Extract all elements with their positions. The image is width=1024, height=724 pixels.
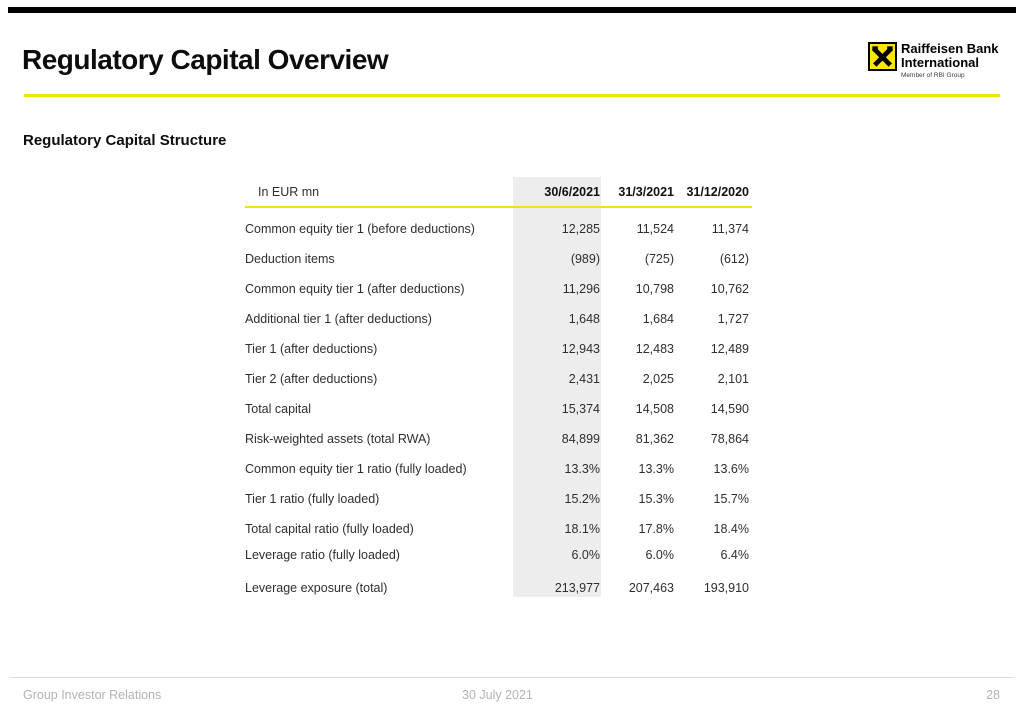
- row-value: 15,374: [561, 402, 600, 416]
- row-label: Common equity tier 1 (before deductions): [245, 222, 475, 236]
- row-value: 6.0%: [645, 548, 674, 562]
- footer-department: Group Investor Relations: [23, 688, 162, 702]
- row-value: 11,296: [562, 282, 600, 296]
- row-value: 2,025: [642, 372, 674, 386]
- row-value: 13.3%: [638, 462, 674, 476]
- table-row: [245, 251, 752, 267]
- title-underline-rule: [24, 94, 1000, 97]
- row-value: 15.7%: [713, 492, 749, 506]
- row-value: 10,798: [635, 282, 674, 296]
- row-value: 14,508: [635, 402, 674, 416]
- row-label: Tier 2 (after deductions): [245, 372, 378, 386]
- row-value: 1,727: [717, 312, 749, 326]
- row-value: 193,910: [703, 581, 749, 595]
- row-value: 10,762: [710, 282, 749, 296]
- table-row: [245, 221, 752, 237]
- logo-line-3: Member of RBI Group: [901, 72, 965, 79]
- column-header-unit: In EUR mn: [258, 185, 320, 199]
- row-value: 12,489: [710, 342, 749, 356]
- company-logo: [868, 42, 999, 80]
- row-value: 15.2%: [564, 492, 600, 506]
- page-title: Regulatory Capital Overview: [22, 44, 389, 75]
- column-header-3: 31/12/2020: [686, 185, 749, 199]
- table-row: [245, 401, 752, 417]
- row-label: Leverage ratio (fully loaded): [245, 548, 400, 562]
- table-row: [245, 521, 752, 537]
- raiffeisen-gable-cross-icon: [868, 42, 897, 71]
- row-value: 1,648: [568, 312, 600, 326]
- row-value: 2,431: [568, 372, 600, 386]
- row-value: 18.4%: [713, 522, 749, 536]
- row-label: Total capital: [245, 402, 312, 416]
- row-value: 1,684: [642, 312, 674, 326]
- logo-line-2: International: [901, 55, 980, 70]
- row-value: 17.8%: [638, 522, 674, 536]
- footer-divider: [10, 677, 1014, 678]
- row-label: Tier 1 (after deductions): [245, 342, 378, 356]
- row-label: Total capital ratio (fully loaded): [245, 522, 414, 536]
- column-header-2: 31/3/2021: [618, 185, 674, 199]
- row-value: 11,374: [711, 222, 749, 236]
- row-value: 81,362: [635, 432, 674, 446]
- row-value: 13.6%: [713, 462, 749, 476]
- table-row: [245, 580, 752, 596]
- row-label: Tier 1 ratio (fully loaded): [245, 492, 380, 506]
- footer-date: 30 July 2021: [462, 688, 533, 702]
- table-row: [245, 281, 752, 297]
- top-black-bar: [8, 7, 1016, 13]
- row-value: 14,590: [710, 402, 749, 416]
- row-label: Risk-weighted assets (total RWA): [245, 432, 431, 446]
- row-value: 12,285: [561, 222, 600, 236]
- footer-page-number: 28: [986, 688, 1000, 702]
- table-row: [245, 341, 752, 357]
- row-label: Common equity tier 1 ratio (fully loaded): [245, 462, 467, 476]
- row-label: Deduction items: [245, 252, 335, 266]
- logo-line-1: Raiffeisen Bank: [901, 41, 999, 56]
- row-value: 207,463: [628, 581, 674, 595]
- row-value: 13.3%: [564, 462, 600, 476]
- table-row: [245, 491, 752, 507]
- row-value: 18.1%: [564, 522, 600, 536]
- row-label: Leverage exposure (total): [245, 581, 388, 595]
- row-value: 12,943: [561, 342, 600, 356]
- row-value: 78,864: [710, 432, 749, 446]
- row-value: 12,483: [635, 342, 674, 356]
- column-header-1: 30/6/2021: [544, 185, 600, 199]
- table-row: [245, 547, 752, 563]
- row-label: Additional tier 1 (after deductions): [245, 312, 432, 326]
- row-value: 6.4%: [720, 548, 749, 562]
- row-value: 6.0%: [571, 548, 600, 562]
- row-value: (989): [570, 252, 600, 266]
- logo-text: [901, 42, 999, 80]
- capital-structure-table: [245, 177, 752, 607]
- row-value: 15.3%: [638, 492, 674, 506]
- row-value: 84,899: [561, 432, 600, 446]
- table-row: [245, 371, 752, 387]
- table-row: [245, 461, 752, 477]
- table-row: [245, 311, 752, 327]
- row-value: 11,524: [636, 222, 674, 236]
- row-value: 213,977: [554, 581, 600, 595]
- row-value: (612): [719, 252, 749, 266]
- row-label: Common equity tier 1 (after deductions): [245, 282, 465, 296]
- section-subtitle: Regulatory Capital Structure: [23, 132, 227, 149]
- row-value: (725): [644, 252, 674, 266]
- row-value: 2,101: [717, 372, 749, 386]
- header-underline-rule: [245, 206, 752, 208]
- table-row: [245, 431, 752, 447]
- table-header-row: [245, 184, 752, 200]
